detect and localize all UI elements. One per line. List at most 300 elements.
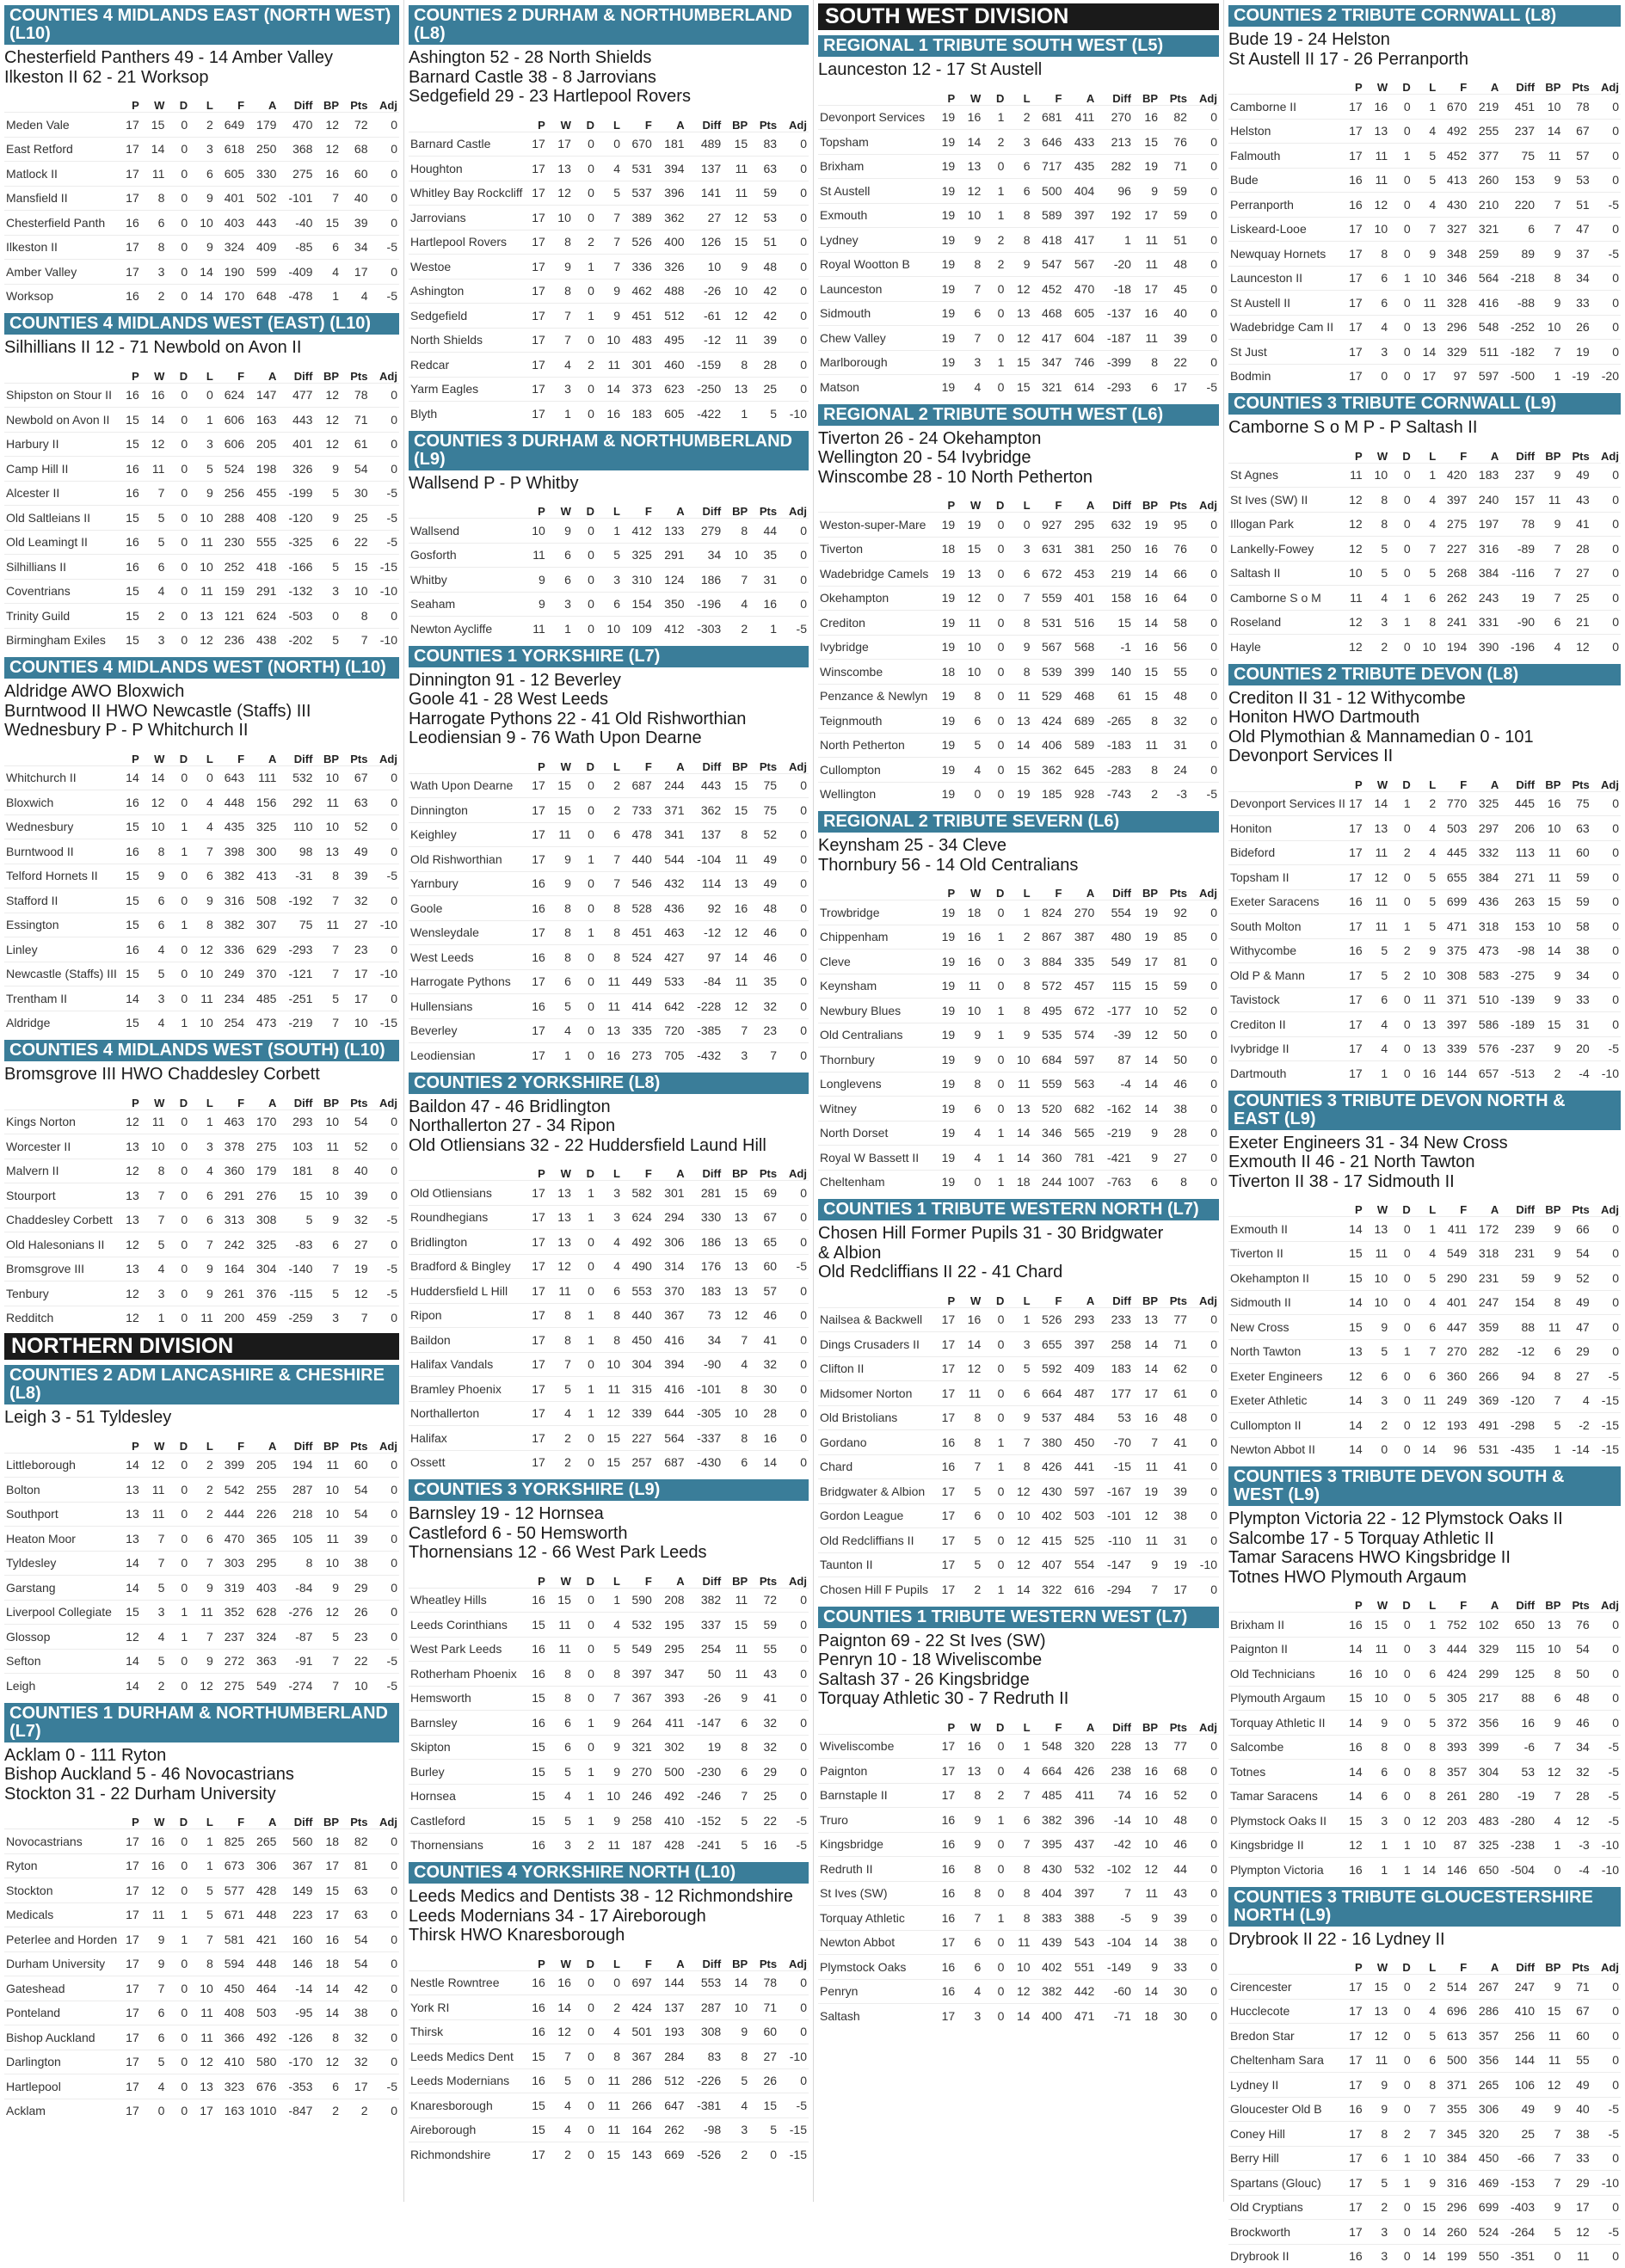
result-line: Exeter Engineers 31 - 34 New Cross bbox=[1228, 1134, 1621, 1153]
team-name: Chesterfield Panth bbox=[4, 211, 115, 236]
stat-p: 17 bbox=[521, 1352, 547, 1377]
stat-diff: -337 bbox=[686, 1426, 723, 1451]
stat-pts: 29 bbox=[749, 1760, 779, 1785]
team-name: Trinity Guild bbox=[4, 604, 115, 629]
team-name: Keighley bbox=[409, 822, 521, 847]
stat-d: 0 bbox=[166, 1282, 189, 1306]
stat-d: 0 bbox=[982, 1048, 1006, 1073]
stat-d: 1 bbox=[1389, 1339, 1413, 1364]
stat-w: 5 bbox=[141, 1232, 167, 1257]
stat-pts: 71 bbox=[1562, 1975, 1591, 2000]
stat-pts: 27 bbox=[1562, 561, 1591, 586]
stat-pts: 48 bbox=[1160, 684, 1189, 709]
stat-a: 295 bbox=[654, 1637, 686, 1662]
stat-f: 537 bbox=[622, 181, 654, 206]
stat-pts: 39 bbox=[1160, 1906, 1189, 1931]
stat-d: 0 bbox=[166, 481, 189, 506]
stat-pts: 35 bbox=[749, 543, 779, 568]
stat-bp: 8 bbox=[314, 864, 341, 888]
stat-diff: 287 bbox=[686, 1995, 723, 2020]
stat-w: 16 bbox=[141, 1829, 167, 1854]
table-row bbox=[818, 1955, 1219, 1980]
team-name: Tamar Saracens bbox=[1228, 1784, 1339, 1809]
standings-table bbox=[4, 362, 399, 653]
team-name: Ivybridge bbox=[818, 635, 931, 660]
header-l: L bbox=[596, 1567, 622, 1589]
stat-d: 0 bbox=[1389, 2220, 1413, 2245]
stat-f: 696 bbox=[1437, 1999, 1468, 2024]
stat-d: 2 bbox=[573, 230, 596, 255]
stat-p: 12 bbox=[115, 1306, 141, 1330]
league-block bbox=[409, 1073, 809, 1475]
team-name: Witney bbox=[818, 1097, 931, 1122]
header-diff: Diff bbox=[278, 745, 314, 766]
stat-pts: 46 bbox=[749, 920, 779, 945]
stat-bp: 7 bbox=[314, 888, 341, 913]
stat-adj: -5 bbox=[1591, 1760, 1621, 1785]
result-line: Devonport Services II bbox=[1228, 747, 1621, 766]
stat-a: 293 bbox=[1063, 1307, 1096, 1332]
table-row bbox=[4, 284, 399, 308]
stat-a: 605 bbox=[654, 402, 686, 426]
stat-a: 397 bbox=[1063, 1881, 1096, 1906]
stat-l: 4 bbox=[596, 157, 622, 181]
stat-f: 613 bbox=[1437, 2024, 1468, 2049]
stat-f: 296 bbox=[1437, 315, 1468, 340]
stat-f: 567 bbox=[1032, 635, 1064, 660]
team-name: Thirsk bbox=[409, 2019, 521, 2044]
stat-p: 15 bbox=[521, 1809, 547, 1834]
stat-adj: 0 bbox=[779, 1426, 809, 1451]
league-title: COUNTIES 4 MIDLANDS EAST (NORTH WEST) (L10) bbox=[4, 5, 399, 45]
stat-l: 10 bbox=[189, 1011, 215, 1035]
stat-d: 0 bbox=[166, 1551, 189, 1576]
stat-w: 5 bbox=[1364, 963, 1389, 988]
stat-adj: -5 bbox=[1591, 193, 1621, 218]
table-row bbox=[1228, 266, 1621, 291]
header-adj: Adj bbox=[370, 91, 400, 113]
stat-pts: 45 bbox=[1160, 277, 1189, 302]
table-row bbox=[818, 1783, 1219, 1808]
stat-a: 262 bbox=[654, 2117, 686, 2142]
header-d: D bbox=[1389, 1591, 1413, 1613]
stat-a: 137 bbox=[654, 1995, 686, 2020]
results-list bbox=[4, 682, 399, 741]
stat-adj: 0 bbox=[1591, 1266, 1621, 1291]
stat-w: 5 bbox=[1364, 561, 1389, 586]
stat-d: 0 bbox=[166, 555, 189, 580]
stat-pts: 78 bbox=[749, 1970, 779, 1995]
stat-f: 559 bbox=[1032, 586, 1064, 611]
table-row bbox=[409, 181, 809, 206]
stat-p: 17 bbox=[521, 2142, 547, 2167]
team-name: Newcastle (Staffs) III bbox=[4, 962, 115, 986]
stat-pts: 42 bbox=[341, 1976, 369, 2001]
stat-l: 2 bbox=[596, 1995, 622, 2020]
stat-diff: 281 bbox=[686, 1181, 723, 1206]
team-name: Old Halesonians II bbox=[4, 1232, 115, 1257]
stat-pts: 42 bbox=[749, 304, 779, 329]
stat-pts: 63 bbox=[749, 157, 779, 181]
header-team bbox=[4, 1432, 115, 1454]
result-line: Goole 41 - 28 West Leeds bbox=[409, 690, 809, 710]
stat-l: 8 bbox=[1413, 1735, 1437, 1760]
result-line: Wednesbury P - P Whitchurch II bbox=[4, 721, 399, 741]
stat-diff: -280 bbox=[1500, 1809, 1536, 1834]
stat-bp: 10 bbox=[314, 1502, 341, 1527]
stat-a: 597 bbox=[1063, 1479, 1096, 1504]
stat-a: 576 bbox=[1468, 1036, 1500, 1061]
table-row bbox=[409, 1450, 809, 1474]
stat-bp: 9 bbox=[1536, 168, 1562, 193]
team-name: Blyth bbox=[409, 402, 521, 426]
stat-a: 390 bbox=[1468, 635, 1500, 659]
team-name: Acklam bbox=[4, 2099, 115, 2123]
stat-p: 19 bbox=[931, 154, 957, 179]
stat-adj: -20 bbox=[1591, 364, 1621, 388]
stat-adj: -5 bbox=[370, 1257, 400, 1282]
stat-a: 1007 bbox=[1063, 1170, 1096, 1194]
header-team bbox=[818, 879, 931, 900]
stat-bp: 10 bbox=[1133, 999, 1160, 1023]
stat-l: 6 bbox=[596, 592, 622, 617]
stat-p: 12 bbox=[115, 1159, 141, 1183]
stat-diff: 282 bbox=[1096, 154, 1133, 179]
stat-pts: 7 bbox=[749, 1043, 779, 1067]
stat-f: 373 bbox=[622, 377, 654, 402]
stat-f: 408 bbox=[215, 2001, 246, 2025]
stat-bp: 10 bbox=[723, 543, 749, 568]
stat-pts: 48 bbox=[1562, 1686, 1591, 1711]
stat-l: 0 bbox=[1006, 513, 1031, 538]
stat-w: 11 bbox=[547, 822, 573, 847]
stat-l: 6 bbox=[1006, 1808, 1031, 1833]
stat-l: 2 bbox=[189, 1453, 215, 1478]
table-row bbox=[1228, 865, 1621, 890]
stat-p: 16 bbox=[1339, 1662, 1363, 1687]
stat-p: 17 bbox=[115, 137, 141, 162]
stat-pts: 39 bbox=[341, 1183, 369, 1208]
stat-l: 6 bbox=[1006, 154, 1031, 179]
header-bp: BP bbox=[1133, 84, 1160, 106]
stat-a: 448 bbox=[246, 1902, 278, 1927]
stat-l: 5 bbox=[1413, 1686, 1437, 1711]
stat-l: 1 bbox=[1413, 1613, 1437, 1638]
stat-adj: 0 bbox=[1591, 1613, 1621, 1638]
header-pts: Pts bbox=[1160, 491, 1189, 513]
stat-w: 6 bbox=[1364, 1760, 1389, 1785]
stat-diff: 223 bbox=[278, 1902, 314, 1927]
stat-w: 12 bbox=[141, 790, 167, 815]
stat-pts: -3 bbox=[1562, 1833, 1591, 1858]
stat-l: 8 bbox=[596, 1662, 622, 1687]
stat-diff: 125 bbox=[1500, 1662, 1536, 1687]
header-d: D bbox=[573, 1950, 596, 1971]
stat-pts: 65 bbox=[749, 1230, 779, 1255]
stat-a: 270 bbox=[1063, 900, 1096, 925]
stat-d: 0 bbox=[166, 628, 189, 652]
league-title: COUNTIES 2 ADM LANCASHIRE & CHESHIRE (L8) bbox=[4, 1365, 399, 1404]
team-name: Crediton bbox=[818, 611, 931, 636]
stat-pts: 60 bbox=[1562, 840, 1591, 865]
stat-d: 0 bbox=[1389, 217, 1413, 242]
stat-bp: 14 bbox=[1133, 1048, 1160, 1073]
stat-d: 0 bbox=[166, 765, 189, 790]
stat-p: 19 bbox=[931, 733, 957, 758]
stat-f: 321 bbox=[622, 1735, 654, 1760]
stat-bp: 13 bbox=[1133, 1734, 1160, 1759]
stat-adj: 0 bbox=[370, 790, 400, 815]
stat-pts: 15 bbox=[341, 555, 369, 580]
stat-bp: 4 bbox=[723, 1352, 749, 1377]
stat-diff: -305 bbox=[686, 1401, 723, 1426]
stat-a: 384 bbox=[1468, 865, 1500, 890]
stat-l: 9 bbox=[189, 186, 215, 211]
stat-w: 13 bbox=[1364, 119, 1389, 144]
stat-a: 403 bbox=[246, 1576, 278, 1601]
stat-l: 11 bbox=[189, 1600, 215, 1625]
table-row bbox=[1228, 1315, 1621, 1340]
stat-f: 335 bbox=[622, 1018, 654, 1043]
stat-adj: -5 bbox=[1591, 2122, 1621, 2147]
stat-l: 5 bbox=[1006, 1356, 1031, 1381]
stat-bp: 1 bbox=[1536, 1833, 1562, 1858]
results-list bbox=[818, 60, 1219, 80]
result-line: St Austell II 17 - 26 Perranporth bbox=[1228, 50, 1621, 70]
stat-adj: 0 bbox=[1591, 586, 1621, 611]
stat-d: 0 bbox=[573, 402, 596, 426]
stat-f: 549 bbox=[622, 1637, 654, 1662]
stat-bp: 2 bbox=[314, 2099, 341, 2123]
header-bp: BP bbox=[1133, 1713, 1160, 1735]
stat-p: 11 bbox=[521, 543, 547, 568]
team-name: Newbury Blues bbox=[818, 999, 931, 1023]
header-w: W bbox=[957, 1287, 982, 1308]
stat-w: 10 bbox=[1364, 1266, 1389, 1291]
stat-pts: 52 bbox=[341, 814, 369, 839]
table-row bbox=[1228, 1413, 1621, 1438]
stat-f: 230 bbox=[215, 530, 246, 555]
stat-f: 371 bbox=[1437, 2073, 1468, 2098]
header-p: P bbox=[1339, 1591, 1363, 1613]
stat-p: 17 bbox=[115, 1976, 141, 2001]
team-name: Nailsea & Backwell bbox=[818, 1307, 931, 1332]
stat-d: 0 bbox=[982, 660, 1006, 685]
table-row bbox=[4, 1976, 399, 2001]
table-header-row bbox=[1228, 1195, 1621, 1217]
stat-d: 0 bbox=[166, 457, 189, 482]
stat-pts: 43 bbox=[749, 1662, 779, 1687]
stat-f: 241 bbox=[1437, 610, 1468, 635]
stat-diff: -14 bbox=[1096, 1808, 1133, 1833]
stat-p: 12 bbox=[1339, 537, 1363, 562]
stat-w: 0 bbox=[1364, 364, 1389, 388]
table-row bbox=[1228, 840, 1621, 865]
stat-bp: 16 bbox=[1133, 1759, 1160, 1784]
header-pts: Pts bbox=[341, 745, 369, 766]
stat-d: 0 bbox=[1389, 987, 1413, 1012]
table-row bbox=[818, 635, 1219, 660]
stat-pts: 49 bbox=[1562, 2073, 1591, 2098]
stat-d: 1 bbox=[166, 1600, 189, 1625]
result-line: Sedgefield 29 - 23 Hartlepool Rovers bbox=[409, 87, 809, 107]
stat-bp: 18 bbox=[314, 1829, 341, 1854]
team-name: York RI bbox=[409, 1995, 521, 2020]
league-title: COUNTIES 1 YORKSHIRE (L7) bbox=[409, 646, 809, 667]
stat-w: 4 bbox=[957, 758, 982, 783]
stat-p: 17 bbox=[931, 1479, 957, 1504]
table-row bbox=[4, 1232, 399, 1257]
stat-a: 219 bbox=[1468, 95, 1500, 120]
stat-bp: 7 bbox=[1133, 1430, 1160, 1455]
stat-f: 452 bbox=[1032, 277, 1064, 302]
stat-d: 0 bbox=[1389, 1364, 1413, 1389]
stat-bp: 11 bbox=[314, 1134, 341, 1159]
stat-adj: 0 bbox=[1591, 217, 1621, 242]
team-name: Old Otliensians bbox=[409, 1181, 521, 1206]
stat-bp: 13 bbox=[723, 377, 749, 402]
team-name: North Petherton bbox=[818, 733, 931, 758]
stat-a: 484 bbox=[1063, 1405, 1096, 1430]
header-a: A bbox=[246, 91, 278, 113]
team-name: Tiverton bbox=[818, 537, 931, 562]
stat-p: 15 bbox=[521, 2117, 547, 2142]
stat-d: 0 bbox=[166, 113, 189, 138]
header-pts: Pts bbox=[1562, 771, 1591, 792]
stat-pts: 52 bbox=[1160, 1783, 1189, 1808]
header-diff: Diff bbox=[1096, 491, 1133, 513]
stat-w: 8 bbox=[957, 1430, 982, 1455]
stat-l: 1 bbox=[1006, 1734, 1031, 1759]
stat-f: 444 bbox=[1437, 1637, 1468, 1662]
stat-d: 0 bbox=[982, 900, 1006, 925]
stat-l: 8 bbox=[1006, 1454, 1031, 1479]
stat-w: 8 bbox=[547, 279, 573, 304]
table-row bbox=[1228, 1637, 1621, 1662]
stat-adj: -10 bbox=[1591, 1833, 1621, 1858]
team-name: Exeter Saracens bbox=[1228, 889, 1339, 914]
stat-d: 0 bbox=[982, 1479, 1006, 1504]
table-header-row bbox=[409, 753, 809, 774]
stat-p: 17 bbox=[1339, 1975, 1363, 2000]
stat-w: 4 bbox=[957, 1121, 982, 1146]
stat-diff: -14 bbox=[278, 1976, 314, 2001]
stat-w: 4 bbox=[141, 579, 167, 604]
stat-w: 3 bbox=[141, 986, 167, 1011]
stat-bp: 19 bbox=[1133, 1479, 1160, 1504]
results-list bbox=[818, 1224, 1219, 1282]
team-name: Sedgefield bbox=[409, 304, 521, 329]
stat-d: 0 bbox=[166, 408, 189, 433]
stat-adj: 0 bbox=[370, 1878, 400, 1903]
team-name: Coney Hill bbox=[1228, 2122, 1339, 2147]
stat-d: 0 bbox=[982, 1503, 1006, 1528]
stat-f: 304 bbox=[622, 1352, 654, 1377]
result-line: Leodiensian 9 - 76 Wath Upon Dearne bbox=[409, 728, 809, 748]
stat-f: 681 bbox=[1032, 105, 1064, 130]
header-bp: BP bbox=[1133, 879, 1160, 900]
stat-l: 7 bbox=[1413, 2097, 1437, 2122]
stat-diff: 477 bbox=[278, 383, 314, 408]
stat-bp: 6 bbox=[314, 1232, 341, 1257]
stat-l: 14 bbox=[1413, 340, 1437, 365]
stat-diff: -85 bbox=[278, 235, 314, 260]
stat-diff: -228 bbox=[686, 994, 723, 1019]
stat-w: 15 bbox=[141, 113, 167, 138]
stat-diff: 114 bbox=[686, 871, 723, 896]
stat-f: 227 bbox=[1437, 537, 1468, 562]
stat-pts: -3 bbox=[1160, 782, 1189, 806]
stat-w: 13 bbox=[1364, 1217, 1389, 1242]
stat-l: 17 bbox=[1413, 364, 1437, 388]
stat-adj: 0 bbox=[779, 945, 809, 970]
stat-l: 8 bbox=[596, 1328, 622, 1353]
stat-adj: 0 bbox=[779, 1784, 809, 1809]
stat-adj: 0 bbox=[370, 1976, 400, 2001]
stat-a: 524 bbox=[1468, 2220, 1500, 2245]
table-row bbox=[818, 1808, 1219, 1833]
team-name: Lydney bbox=[818, 228, 931, 253]
stat-p: 14 bbox=[1339, 1784, 1363, 1809]
stat-w: 9 bbox=[141, 1927, 167, 1952]
stat-pts: 23 bbox=[749, 1018, 779, 1043]
stat-bp: 8 bbox=[723, 1735, 749, 1760]
stat-d: 0 bbox=[982, 154, 1006, 179]
stat-d: 0 bbox=[166, 1478, 189, 1503]
stat-a: 512 bbox=[654, 304, 686, 329]
team-name: Falmouth bbox=[1228, 144, 1339, 169]
stat-f: 867 bbox=[1032, 925, 1064, 950]
stat-bp: 2 bbox=[723, 617, 749, 641]
stat-pts: 34 bbox=[1562, 1735, 1591, 1760]
stat-a: 428 bbox=[246, 1878, 278, 1903]
stat-adj: 0 bbox=[370, 1527, 400, 1552]
team-name: Kingsbridge II bbox=[1228, 1833, 1339, 1858]
stat-adj: -5 bbox=[370, 284, 400, 308]
stat-f: 503 bbox=[1437, 816, 1468, 841]
stat-bp: 17 bbox=[1133, 950, 1160, 974]
header-a: A bbox=[1468, 73, 1500, 95]
header-pts: Pts bbox=[1562, 1953, 1591, 1975]
stat-f: 451 bbox=[622, 304, 654, 329]
stat-a: 516 bbox=[1063, 611, 1096, 636]
stat-bp: 14 bbox=[1133, 1930, 1160, 1955]
stat-l: 8 bbox=[1413, 1784, 1437, 1809]
table-row bbox=[818, 782, 1219, 806]
stat-w: 4 bbox=[957, 1979, 982, 2004]
stat-pts: 30 bbox=[749, 1377, 779, 1402]
table-row bbox=[4, 408, 399, 433]
stat-pts: 10 bbox=[341, 579, 369, 604]
stat-bp: 3 bbox=[723, 2117, 749, 2142]
result-line: Baildon 47 - 46 Bridlington bbox=[409, 1097, 809, 1117]
team-name: Durham University bbox=[4, 1951, 115, 1976]
stat-a: 397 bbox=[1063, 203, 1096, 228]
stat-p: 17 bbox=[521, 798, 547, 823]
table-row bbox=[4, 1453, 399, 1478]
stat-p: 15 bbox=[521, 2044, 547, 2069]
stat-l: 5 bbox=[1413, 2024, 1437, 2049]
stat-l: 8 bbox=[189, 913, 215, 937]
column-2 bbox=[404, 0, 814, 2202]
stat-w: 5 bbox=[141, 1576, 167, 1601]
stat-pts: 72 bbox=[749, 1588, 779, 1613]
stat-adj: 0 bbox=[1591, 537, 1621, 562]
stat-p: 16 bbox=[115, 790, 141, 815]
stat-adj: 0 bbox=[779, 920, 809, 945]
stat-adj: 0 bbox=[370, 1551, 400, 1576]
stat-l: 9 bbox=[189, 481, 215, 506]
